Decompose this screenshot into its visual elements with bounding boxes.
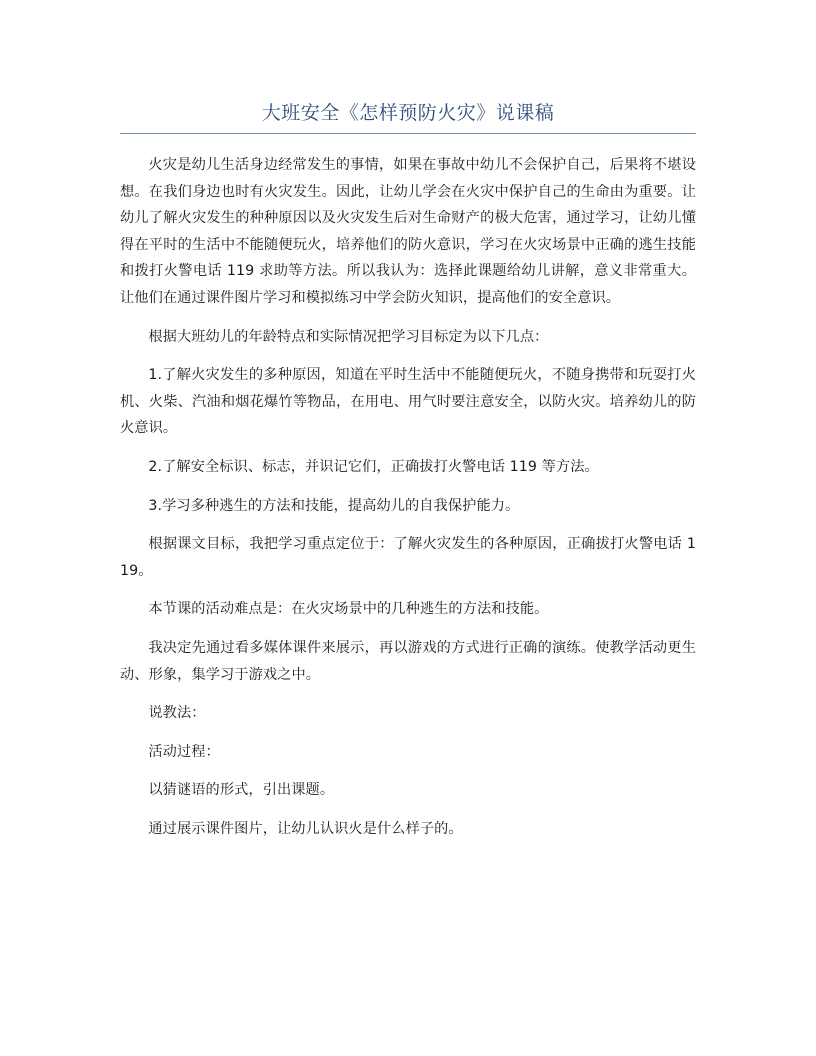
paragraph-step-riddle: 以猜谜语的形式，引出课题。: [148, 782, 335, 799]
paragraph-key-points: 根据课文目标，我把学习重点定位于：了解火灾发生的各种原因，正确拔打火警电话 119。: [120, 536, 696, 579]
paragraph-difficulty: 本节课的活动难点是：在火灾场景中的几种逃生的方法和技能。: [148, 601, 549, 618]
paragraph-activity-process-heading: 活动过程：: [148, 743, 220, 760]
paragraph-goal-2: 2.了解安全标识、标志，并识记它们，正确拔打火警电话 119 等方法。: [148, 458, 599, 475]
paragraph-intro: 火灾是幼儿生活身边经常发生的事情，如果在事故中幼儿不会保护自己，后果将不堪设想。在我们身边也时有火灾发生。因此，让幼儿学会在火灾中保护自己的生命由为重要。让幼儿了解火灾发生的种种原因以及火灾发生后对生命财产的极大危害，通过学习，让幼儿懂得在平时的生活中不能随便玩火，培养他们的防火意识，学习在火灾场景中正确的逃生技能和拨打火警电话 119 求助等方法。所以我认为：选择此课题给幼儿讲解，意义非常重大。让他们在通过课件图片学习和模拟练习中学会防火知识，提高他们的安全意识。: [120, 157, 696, 306]
paragraph-teaching-method-heading: 说教法：: [148, 705, 206, 722]
paragraph-method: 我决定先通过看多媒体课件来展示，再以游戏的方式进行正确的演练。使教学活动更生动、形象，集学习于游戏之中。: [120, 639, 696, 683]
paragraph-step-images: 通过展示课件图片，让幼儿认识火是什么样子的。: [148, 820, 463, 837]
paragraph-goals-intro: 根据大班幼儿的年龄特点和实际情况把学习目标定为以下几点：: [148, 328, 549, 345]
document-title: 大班安全《怎样预防火灾》说课稿: [261, 102, 555, 124]
title-underline: [120, 133, 696, 134]
document-body: [120, 152, 696, 854]
paragraph-goal-3: 3.学习多种逃生的方法和技能，提高幼儿的自我保护能力。: [148, 497, 520, 514]
paragraph-goal-1: 1.了解火灾发生的多种原因，知道在平时生活中不能随便玩火，不随身携带和玩耍打火机、火柴、汽油和烟花爆竹等物品，在用电、用气时要注意安全，以防火灾。培养幼儿的防火意识。: [120, 367, 696, 437]
